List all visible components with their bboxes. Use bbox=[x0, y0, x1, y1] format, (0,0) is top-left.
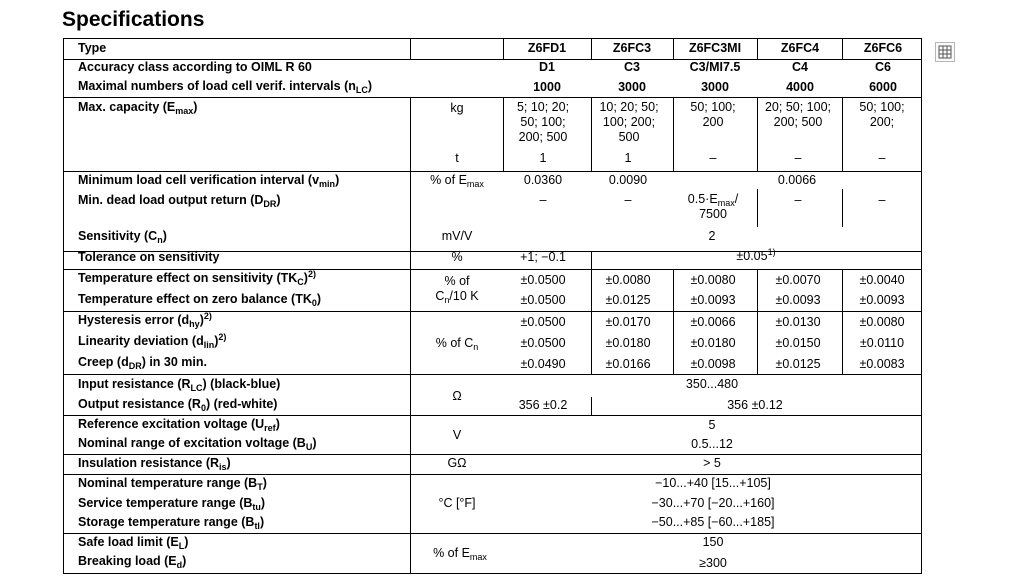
col-divider bbox=[591, 269, 592, 374]
nom-exc-value: 0.5...12 bbox=[691, 437, 733, 451]
intervals-value: 3000 bbox=[701, 80, 729, 94]
model-header-z6fc4: Z6FC4 bbox=[780, 41, 820, 55]
col-divider bbox=[842, 97, 843, 171]
insulation-label: Insulation resistance $(R_{is})$ bbox=[78, 456, 231, 472]
ref-exc-value: 5 bbox=[708, 418, 716, 432]
tk0-value: ±0.0500 bbox=[520, 293, 566, 307]
input-res-value: 350...480 bbox=[685, 377, 739, 391]
serv-temp-value: −30...+70 [−20...+160] bbox=[651, 496, 775, 510]
intervals-value: 1000 bbox=[533, 80, 561, 94]
tk0-value: ±0.0093 bbox=[690, 293, 736, 307]
accuracy-value: C3/MI7.5 bbox=[689, 60, 741, 74]
min-interval-unit: % of $E_{max}$ bbox=[430, 173, 484, 189]
min-interval-rest: 0.0066 bbox=[777, 173, 817, 187]
breaking-value: ≥300 bbox=[699, 556, 727, 570]
model-header-z6fc3: Z6FC3 bbox=[612, 41, 652, 55]
dead-load-z6fc6: – bbox=[878, 193, 886, 207]
type-header: Type bbox=[78, 41, 107, 55]
hysteresis-value: ±0.0500 bbox=[520, 315, 566, 329]
col-divider bbox=[503, 97, 504, 171]
capacity-z6fc4: 20; 50; 100; 200; 500 bbox=[764, 100, 832, 129]
model-header-z6fc3mi: Z6FC3MI bbox=[688, 41, 742, 55]
col-divider bbox=[757, 39, 758, 59]
tkc-value: ±0.0500 bbox=[520, 273, 566, 287]
output-res-label: Output resistance $(R_0)$ (red-white) bbox=[78, 397, 278, 413]
tolerance-label: Tolerance on sensitivity bbox=[78, 250, 220, 264]
accuracy-value: C6 bbox=[875, 60, 891, 74]
insulation-value: > 5 bbox=[703, 456, 721, 470]
capacity-z6fc6: 50; 100; 200; bbox=[859, 100, 905, 129]
capacity-z6fc3mi: 50; 100; 200 bbox=[690, 100, 736, 129]
linearity-value: ±0.0150 bbox=[775, 336, 821, 350]
hysteresis-value: ±0.0066 bbox=[690, 315, 736, 329]
linearity-value: ±0.0180 bbox=[605, 336, 651, 350]
creep-value: ±0.0166 bbox=[605, 357, 651, 371]
col-divider bbox=[503, 39, 504, 59]
safe-load-value: 150 bbox=[702, 535, 724, 549]
nom-temp-value: −10...+40 [15...+105] bbox=[655, 476, 771, 490]
row-divider bbox=[64, 311, 921, 312]
capacity-t-value: – bbox=[878, 151, 886, 165]
capacity-t-value: – bbox=[794, 151, 802, 165]
col-divider bbox=[673, 39, 674, 59]
hysteresis-label: Hysteresis error $(d_{hy})^{2)}$ bbox=[78, 311, 212, 329]
temp-unit: °C [°F] bbox=[438, 496, 476, 510]
min-interval-z6fc3: 0.0090 bbox=[608, 173, 648, 187]
model-header-z6fd1: Z6FD1 bbox=[527, 41, 567, 55]
page-title: Specifications bbox=[62, 8, 205, 31]
sensitivity-unit: mV/V bbox=[441, 229, 473, 243]
linearity-label: Linearity deviation $(d_{lin})^{2)}$ bbox=[78, 332, 227, 350]
tk0-label: Temperature effect on zero balance $(TK_0)$ bbox=[78, 292, 322, 308]
sensitivity-label: Sensitivity $(C_n)$ bbox=[78, 229, 167, 245]
tkc-value: ±0.0070 bbox=[775, 273, 821, 287]
intervals-label: Maximal numbers of load cell verif. intervals $(n_{LC})$ bbox=[78, 79, 373, 95]
creep-value: ±0.0083 bbox=[859, 357, 905, 371]
model-header-z6fc6: Z6FC6 bbox=[863, 41, 903, 55]
tk0-value: ±0.0125 bbox=[605, 293, 651, 307]
res-unit: Ω bbox=[452, 389, 462, 403]
row-divider bbox=[64, 415, 921, 416]
capacity-t-unit: t bbox=[455, 151, 459, 165]
row-divider bbox=[64, 171, 921, 172]
tolerance-z6fd1: +1; −0.1 bbox=[520, 250, 566, 264]
stor-temp-label: Storage temperature range $(B_{tl})$ bbox=[78, 515, 265, 531]
creep-value: ±0.0125 bbox=[775, 357, 821, 371]
capacity-t-value: 1 bbox=[624, 151, 632, 165]
dead-load-z6fc3mi: $0.5\cdot E_{max}/$ 7500 bbox=[687, 192, 739, 221]
dead-load-z6fc3: – bbox=[624, 193, 632, 207]
capacity-label: Max. capacity $(E_{max})$ bbox=[78, 100, 198, 116]
capacity-t-value: 1 bbox=[539, 151, 547, 165]
min-interval-z6fd1: 0.0360 bbox=[523, 173, 563, 187]
load-unit: % of $E_{max}$ bbox=[433, 546, 487, 562]
tk0-value: ±0.0093 bbox=[859, 293, 905, 307]
col-divider bbox=[591, 397, 592, 415]
tolerance-unit: % bbox=[451, 250, 463, 264]
dead-load-label: Min. dead load output return $(D_{DR})$ bbox=[78, 193, 281, 209]
intervals-value: 3000 bbox=[618, 80, 646, 94]
accuracy-value: C4 bbox=[792, 60, 808, 74]
tkc-value: ±0.0040 bbox=[859, 273, 905, 287]
creep-value: ±0.0098 bbox=[690, 357, 736, 371]
tk0-value: ±0.0093 bbox=[775, 293, 821, 307]
serv-temp-label: Service temperature range $(B_{tu})$ bbox=[78, 496, 266, 512]
row-divider bbox=[64, 374, 921, 375]
safe-load-label: Safe load limit $(E_L)$ bbox=[78, 535, 189, 551]
hysteresis-value: ±0.0170 bbox=[605, 315, 651, 329]
row-divider bbox=[64, 97, 921, 98]
col-divider bbox=[757, 269, 758, 374]
linearity-value: ±0.0110 bbox=[859, 336, 905, 350]
col-divider bbox=[842, 39, 843, 59]
nom-temp-label: Nominal temperature range $(B_T)$ bbox=[78, 476, 267, 492]
row-divider bbox=[64, 533, 921, 534]
creep-label: Creep $(d_{DR})$ in 30 min. bbox=[78, 355, 207, 371]
volt-unit: V bbox=[452, 428, 462, 442]
dead-load-z6fd1: – bbox=[539, 193, 547, 207]
row-divider bbox=[64, 474, 921, 475]
col-divider bbox=[591, 251, 592, 269]
row-divider bbox=[64, 269, 921, 270]
nom-exc-label: Nominal range of excitation voltage $(B_U)$ bbox=[78, 436, 317, 452]
col-divider bbox=[673, 97, 674, 171]
intervals-value: 6000 bbox=[869, 80, 897, 94]
intervals-value: 4000 bbox=[786, 80, 814, 94]
accuracy-value: D1 bbox=[539, 60, 555, 74]
capacity-z6fc3: 10; 20; 50; 100; 200; 500 bbox=[599, 100, 659, 144]
capacity-z6fd1: 5; 10; 20; 50; 100; 200; 500 bbox=[516, 100, 570, 144]
linearity-value: ±0.0180 bbox=[690, 336, 736, 350]
tkc-label: Temperature effect on sensitivity $(TK_C)^{2)}$ bbox=[78, 269, 316, 287]
col-divider bbox=[757, 189, 758, 227]
col-divider bbox=[842, 269, 843, 374]
creep-value: ±0.0490 bbox=[520, 357, 566, 371]
input-res-label: Input resistance $(R_{LC})$ (black-blue) bbox=[78, 377, 281, 393]
tkc-value: ±0.0080 bbox=[605, 273, 651, 287]
hysteresis-value: ±0.0080 bbox=[859, 315, 905, 329]
col-divider bbox=[842, 189, 843, 227]
col-divider bbox=[410, 97, 411, 573]
specifications-table bbox=[63, 38, 922, 574]
table-expand-icon[interactable] bbox=[935, 42, 955, 62]
tkc-value: ±0.0080 bbox=[690, 273, 736, 287]
accuracy-label: Accuracy class according to OIML R 60 bbox=[78, 60, 312, 74]
accuracy-value: C3 bbox=[624, 60, 640, 74]
col-divider bbox=[591, 97, 592, 171]
tk-unit: % of $C_n/10$ K bbox=[435, 274, 479, 305]
group-unit: % of $C_n$ bbox=[435, 336, 479, 352]
tolerance-rest: $\pm 0.05^{1)}$ bbox=[736, 247, 776, 263]
capacity-unit: kg bbox=[450, 101, 464, 115]
hysteresis-value: ±0.0130 bbox=[775, 315, 821, 329]
col-divider bbox=[757, 97, 758, 171]
col-divider bbox=[591, 39, 592, 59]
output-res-z6fd1: 356 ±0.2 bbox=[518, 398, 568, 412]
breaking-label: Breaking load $(E_d)$ bbox=[78, 554, 187, 570]
dead-load-z6fc4: – bbox=[794, 193, 802, 207]
ref-exc-label: Reference excitation voltage $(U_{ref})$ bbox=[78, 417, 280, 433]
sensitivity-value: 2 bbox=[708, 229, 716, 243]
linearity-value: ±0.0500 bbox=[520, 336, 566, 350]
output-res-rest: 356 ±0.12 bbox=[727, 398, 783, 412]
row-divider bbox=[64, 454, 921, 455]
stor-temp-value: −50...+85 [−60...+185] bbox=[651, 515, 775, 529]
insulation-unit: GΩ bbox=[447, 456, 467, 470]
col-divider bbox=[410, 39, 411, 59]
min-interval-label: Minimum load cell verification interval $(v_{min})$ bbox=[78, 173, 340, 189]
col-divider bbox=[673, 269, 674, 374]
capacity-t-value: – bbox=[709, 151, 717, 165]
